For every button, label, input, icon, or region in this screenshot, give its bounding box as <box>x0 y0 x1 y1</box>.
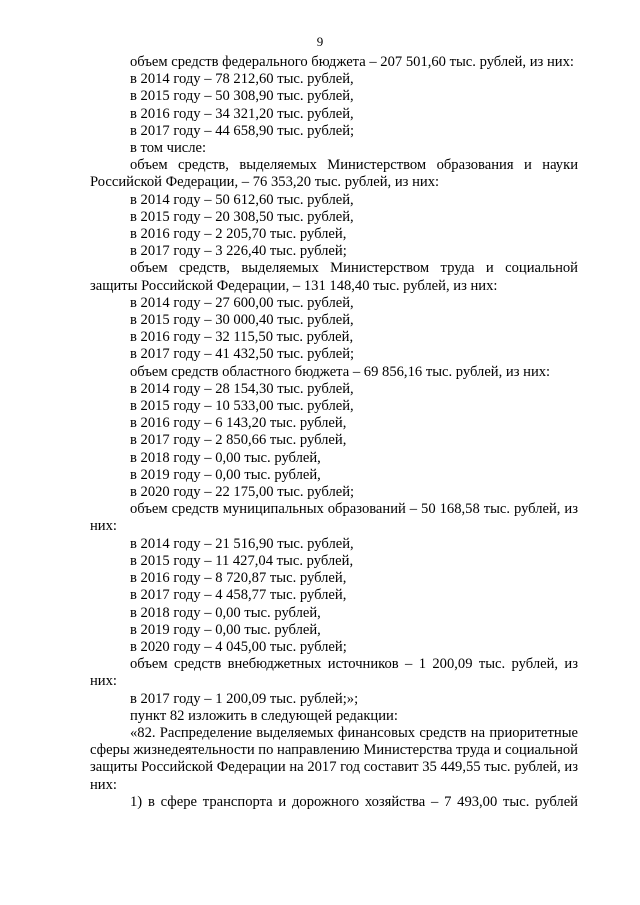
year-line: в 2019 году – 0,00 тыс. рублей, <box>130 466 321 483</box>
year-line: в 2017 году – 44 658,90 тыс. рублей; <box>130 122 355 139</box>
extrabudgetary-paragraph: объем средств внебюджетных источников – 1 200,09 тыс. рублей, из них: <box>90 656 578 690</box>
document-body <box>90 54 578 811</box>
year-line: в 2017 году – 2 850,66 тыс. рублей, <box>130 432 347 449</box>
year-line: в 2017 году – 3 226,40 тыс. рублей; <box>130 243 347 260</box>
including-line: в том числе: <box>130 140 207 157</box>
year-line: в 2020 году – 4 045,00 тыс. рублей; <box>130 638 347 655</box>
year-line: в 2015 году – 50 308,90 тыс. рублей, <box>130 88 354 105</box>
year-line: в 2016 году – 32 115,50 тыс. рублей, <box>130 329 354 346</box>
year-line: в 2020 году – 22 175,00 тыс. рублей; <box>130 484 355 501</box>
federal-budget-paragraph: объем средств федерального бюджета – 207 501,60 тыс. рублей, из них: <box>130 54 574 70</box>
year-line: в 2016 году – 2 205,70 тыс. рублей, <box>130 226 347 243</box>
year-line: в 2016 году – 6 143,20 тыс. рублей, <box>130 415 347 432</box>
year-line: в 2015 году – 10 533,00 тыс. рублей, <box>130 398 354 415</box>
year-line: в 2014 году – 78 212,60 тыс. рублей, <box>130 71 354 88</box>
year-line: в 2014 году – 21 516,90 тыс. рублей, <box>130 535 354 552</box>
year-line: в 2017 году – 41 432,50 тыс. рублей; <box>130 346 355 363</box>
labor-ministry-paragraph: объем средств, выделяемых Министерством труда и социальной защиты Российской Федерации, – 131 148,40 тыс. рублей, из них: <box>90 260 578 294</box>
year-line: в 2017 году – 4 458,77 тыс. рублей, <box>130 587 347 604</box>
year-line: в 2015 году – 30 000,40 тыс. рублей, <box>130 312 354 329</box>
regional-budget-paragraph: объем средств областного бюджета – 69 856,16 тыс. рублей, из них: <box>130 363 551 380</box>
page-number: 9 <box>316 34 324 49</box>
year-line: в 2016 году – 8 720,87 тыс. рублей, <box>130 570 347 587</box>
year-line: в 2014 году – 27 600,00 тыс. рублей, <box>130 294 354 311</box>
year-line: в 2015 году – 20 308,50 тыс. рублей, <box>130 208 354 225</box>
municipal-budget-paragraph: объем средств муниципальных образований – 50 168,58 тыс. рублей, из них: <box>90 501 578 535</box>
year-line: в 2015 году – 11 427,04 тыс. рублей, <box>130 552 354 569</box>
year-line: в 2018 году – 0,00 тыс. рублей, <box>130 604 321 621</box>
year-line: в 2014 году – 50 612,60 тыс. рублей, <box>130 191 354 208</box>
year-line: в 2019 году – 0,00 тыс. рублей, <box>130 621 321 638</box>
year-line: в 2017 году – 1 200,09 тыс. рублей;»; <box>130 690 359 707</box>
education-ministry-paragraph: объем средств, выделяемых Министерством образования и науки Российской Федерации, – 76 353,20 тыс. рублей, из них: <box>90 157 578 191</box>
year-line: в 2014 году – 28 154,30 тыс. рублей, <box>130 380 354 397</box>
clause-82-item-1: 1) в сфере транспорта и дорожного хозяйства – 7 493,00 тыс. рублей <box>130 793 578 810</box>
year-line: в 2018 году – 0,00 тыс. рублей, <box>130 449 321 466</box>
year-line: в 2016 году – 34 321,20 тыс. рублей, <box>130 105 354 122</box>
clause-82-instruction: пункт 82 изложить в следующей редакции: <box>130 707 398 724</box>
clause-82-paragraph: «82. Распределение выделяемых финансовых средств на приоритетные сферы жизнедеятельности по направлению Министерства труда и социальной защиты Российской Федерации на 2017 год составит 35 449,55 тыс. рублей, из них: <box>90 724 578 793</box>
